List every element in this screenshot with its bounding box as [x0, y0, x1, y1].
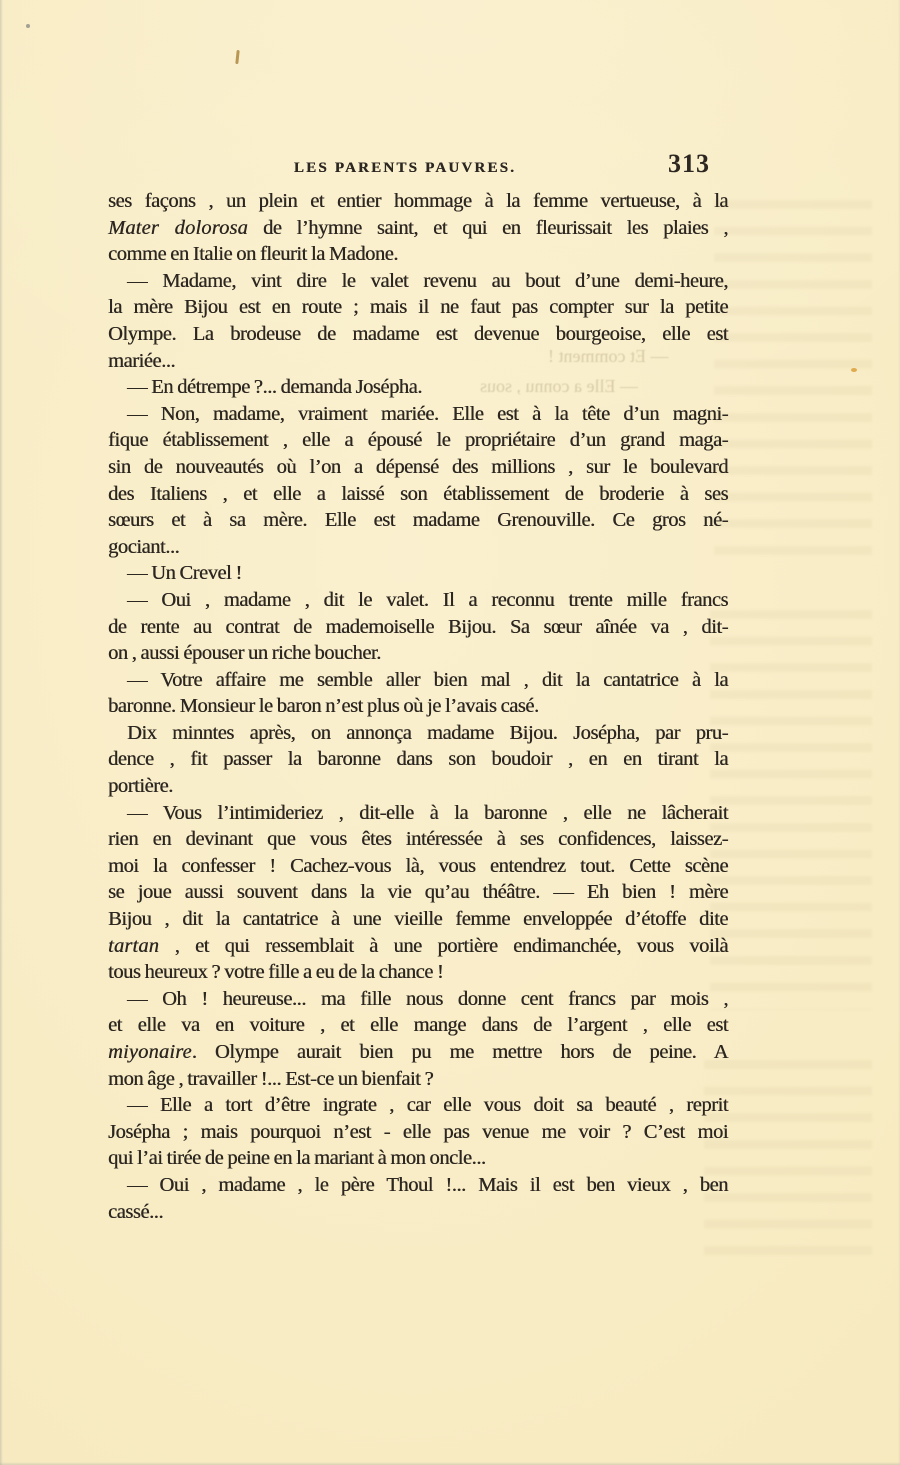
text-segment: qui l’ai tirée de peine en la mariant à mon oncle...: [108, 1147, 486, 1170]
text-segment: moi la confesser ! Cachez-vous là, vous entendrez tout. Cette scène: [108, 854, 728, 877]
text-segment: mariée...: [108, 349, 176, 372]
text-segment: se joue aussi souvent dans la vie qu’au théâtre. — Eh bien ! mère: [108, 881, 728, 904]
text-segment: — Non, madame, vraiment mariée. Elle est à la tête d’un magni-: [127, 402, 728, 425]
text-line: [108, 1092, 728, 1119]
text-segment: — Madame, vint dire le valet revenu au bout d’une demi-heure,: [127, 269, 728, 292]
show-through-smudge: [710, 610, 872, 1010]
text-segment: gociant...: [108, 535, 180, 558]
text-line: [108, 348, 728, 375]
text-line: [108, 879, 728, 906]
text-line: [108, 800, 728, 827]
text-segment: mon âge , travailler !... Est-ce un bienfait ?: [108, 1067, 434, 1090]
text-segment: sœurs et à sa mère. Elle est madame Grenouville. Ce gros né-: [108, 509, 728, 532]
page-number: 313: [668, 149, 710, 178]
text-segment: . Olympe aurait bien pu me mettre hors de peine. A: [191, 1041, 728, 1063]
text-segment: cassé...: [108, 1200, 164, 1223]
text-line: [108, 640, 728, 667]
text-block: [108, 188, 728, 1225]
running-title: LES PARENTS PAUVRES.: [293, 160, 517, 176]
show-through-text: — Elle a connu , sous: [480, 376, 638, 396]
text-segment: sin de nouveautés où l’on a dépensé des millions , sur le boulevard: [108, 455, 728, 478]
italic-phrase: tartan: [108, 934, 160, 957]
text-line: [108, 215, 728, 242]
text-line: [108, 614, 728, 641]
text-line: [108, 933, 728, 960]
text-line: [108, 1012, 728, 1039]
text-line: [108, 773, 728, 800]
text-line: [108, 321, 728, 348]
text-line: [108, 507, 728, 534]
text-segment: et elle va en voiture , et elle mange dans de l’argent , elle est: [108, 1014, 728, 1037]
text-segment: portière.: [108, 775, 173, 798]
text-segment: — Vous l’intimideriez , dit-elle à la baronne , elle ne lâcherait: [127, 801, 728, 824]
text-segment: ses façons , un plein et entier hommage à la femme vertueuse, à la: [108, 190, 728, 212]
text-line: [108, 826, 728, 853]
text-segment: on , aussi épouser un riche boucher.: [108, 642, 381, 665]
text-line: [108, 853, 728, 880]
text-line: [108, 587, 728, 614]
text-line: [108, 241, 728, 268]
text-line: [108, 427, 728, 454]
text-segment: baronne. Monsieur le baron n’est plus où je l’avais casé.: [108, 695, 539, 718]
text-line: [108, 986, 728, 1013]
text-line: [108, 746, 728, 773]
text-segment: comme en Italie on fleurit la Madone.: [108, 243, 398, 266]
paper-fleck: [851, 368, 857, 372]
text-segment: la mère Bijou est en route ; mais il ne faut pas compter sur la petite: [108, 296, 728, 319]
text-segment: — Un Crevel !: [127, 562, 242, 585]
text-segment: — Oui , madame , le père Thoul !... Mais il est ben vieux , ben: [127, 1173, 728, 1196]
text-line: [108, 374, 728, 401]
text-segment: — Oh ! heureuse... ma fille nous donne cent francs par mois ,: [127, 987, 728, 1010]
text-segment: — Votre affaire me semble aller bien mal , dit la cantatrice à la: [127, 668, 728, 691]
text-line: [108, 534, 728, 561]
text-segment: Josépha ; mais pourquoi n’est - elle pas venue me voir ? C’est moi: [108, 1120, 728, 1143]
text-segment: des Italiens , et elle a laissé son établissement de broderie à ses: [108, 482, 728, 505]
italic-phrase: Mater dolorosa: [108, 216, 248, 239]
text-line: [108, 268, 728, 295]
show-through-smudge: [704, 1060, 872, 1260]
text-line: [108, 454, 728, 481]
text-segment: rien en devinant que vous êtes intéressée à ses confidences, laissez-: [108, 828, 728, 851]
paper-fiber: [235, 50, 239, 64]
text-line: [108, 188, 728, 215]
text-line: [108, 1172, 728, 1199]
text-segment: Dix minntes après, on annonça madame Bijou. Josépha, par pru-: [127, 721, 728, 744]
text-segment: de l’hymne saint, et qui en fleurissait les plaies ,: [247, 216, 728, 239]
paper-speck: [26, 24, 30, 28]
text-line: [108, 1119, 728, 1146]
text-segment: dence , fit passer la baronne dans son boudoir , en en tirant la: [108, 748, 728, 771]
show-through-smudge: [714, 200, 872, 570]
text-segment: de rente au contrat de mademoiselle Bijou. Sa sœur aînée va , dit-: [108, 615, 728, 638]
text-segment: , et qui ressemblait à une portière endimanchée, vous voilà: [159, 934, 728, 957]
text-line: [108, 667, 728, 694]
text-segment: — Elle a tort d’être ingrate , car elle vous doit sa beauté , reprit: [127, 1094, 728, 1117]
text-line: [108, 1039, 728, 1066]
text-segment: Bijou , dit la cantatrice à une vieille femme enveloppée d’étoffe dite: [108, 908, 728, 931]
text-line: [108, 720, 728, 747]
text-line: [108, 1199, 728, 1226]
text-line: [108, 1145, 728, 1172]
text-line: [108, 1066, 728, 1093]
text-segment: tous heureux ? votre fille a eu de la chance !: [108, 961, 444, 984]
text-line: [108, 401, 728, 428]
text-line: [108, 560, 728, 587]
show-through-text: — Et comment !: [548, 346, 669, 366]
text-segment: — En détrempe ?... demanda Josépha.: [127, 376, 422, 399]
text-line: [108, 481, 728, 508]
text-line: [108, 294, 728, 321]
text-segment: fique établissement , elle a épousé le propriétaire d’un grand maga-: [108, 429, 728, 452]
text-segment: Olympe. La brodeuse de madame est devenue bourgeoise, elle est: [108, 322, 728, 345]
text-line: [108, 959, 728, 986]
text-line: [108, 693, 728, 720]
text-segment: — Oui , madame , dit le valet. Il a reconnu trente mille francs: [127, 588, 728, 611]
text-line: [108, 906, 728, 933]
italic-phrase: miyonaire: [108, 1041, 192, 1063]
scan-edge-left: [0, 0, 3, 1465]
